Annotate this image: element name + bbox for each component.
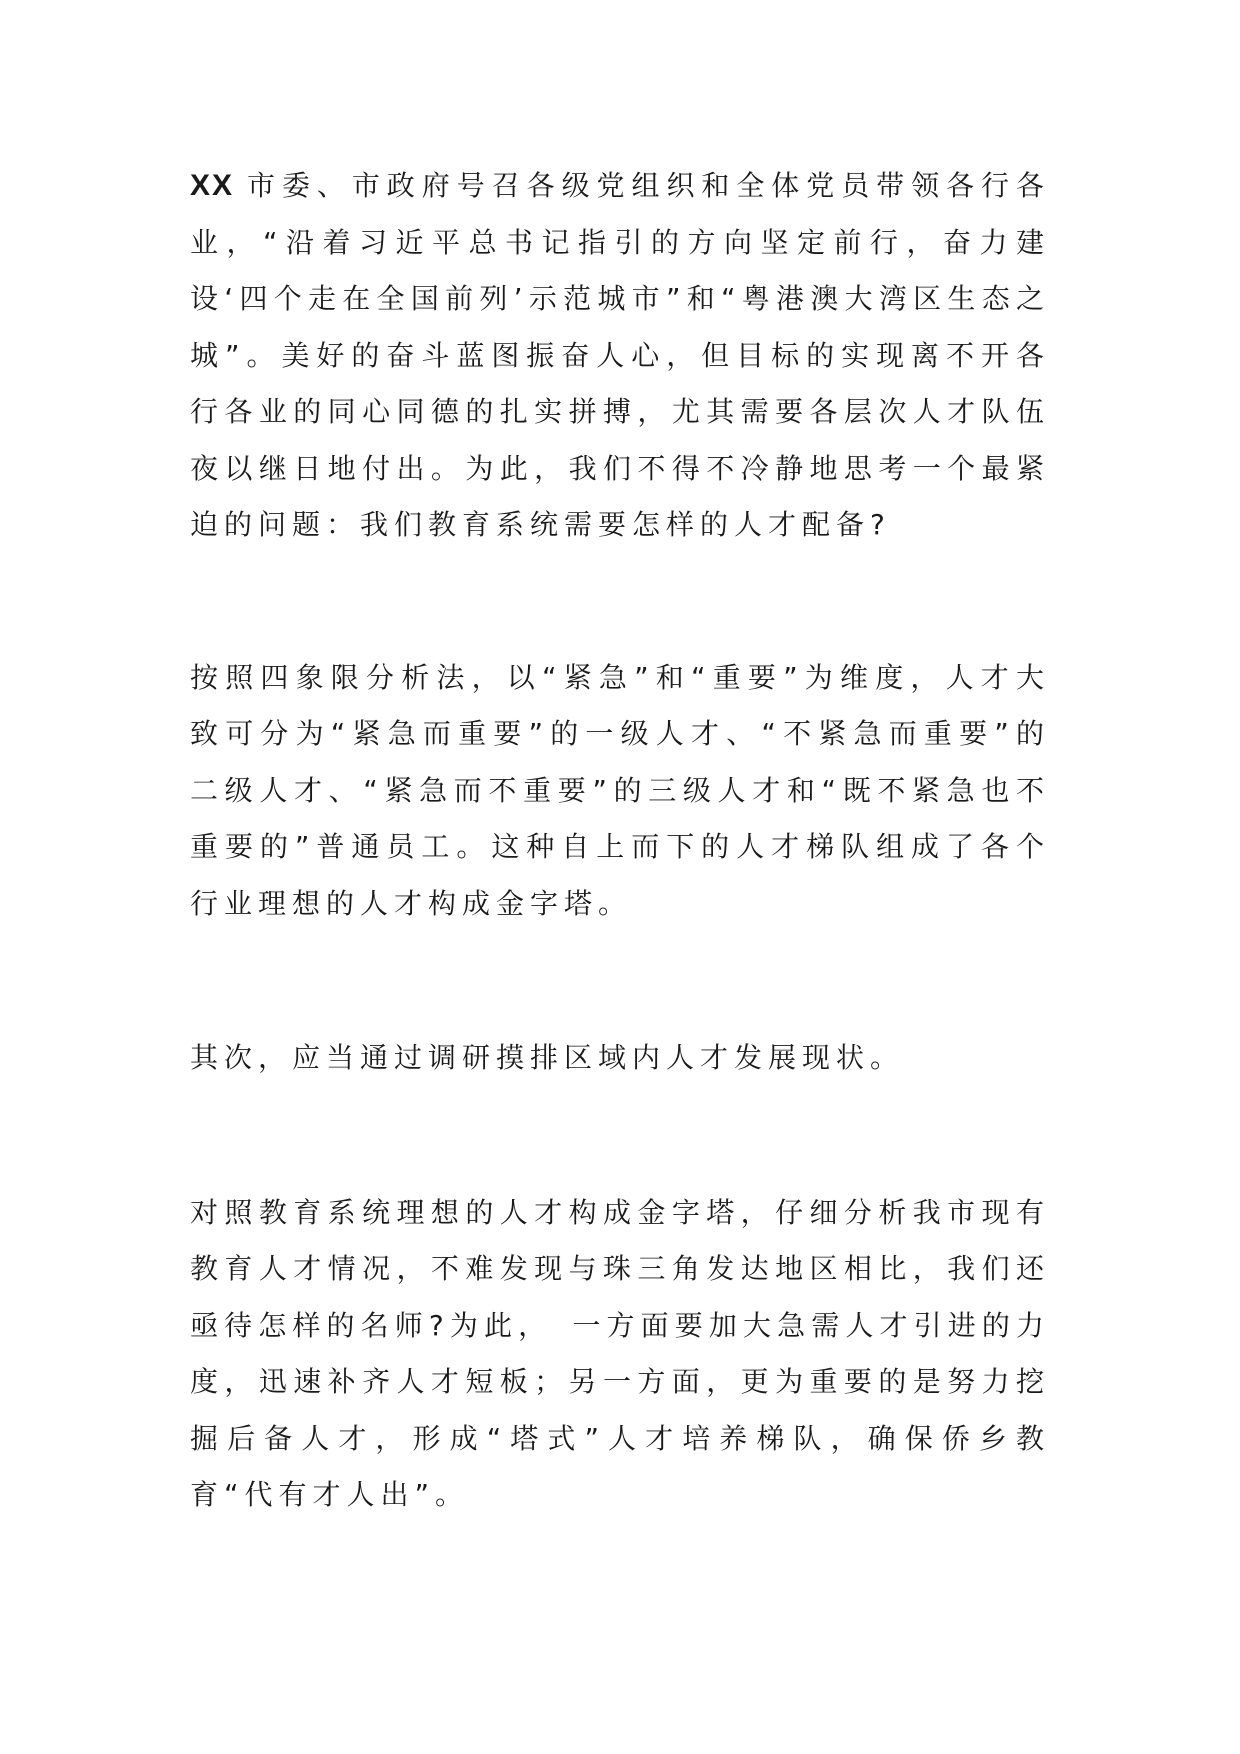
document-body xyxy=(190,158,1050,1524)
paragraph-1 xyxy=(190,158,1050,554)
paragraph-1-lead: XX xyxy=(190,169,235,202)
paragraph-1-text: 市委、市政府号召各级党组织和全体党员带领各行各业，“沿着习近平总书记指引的方向坚定前行，奋力建设‘四个走在全国前列’示范城市”和“粤港澳大湾区生态之城”。美好的奋斗蓝图振奋人心，但目标的实现离不开各行各业的同心同德的扎实拼搏，尤其需要各层次人才队伍夜以继日地付出。为此，我们不得不冷静地思考一个最紧迫的问题：我们教育系统需要怎样的人才配备? xyxy=(190,169,1050,541)
paragraph-3: 其次，应当通过调研摸排区域内人才发展现状。 xyxy=(190,1041,905,1074)
paragraph-4: 对照教育系统理想的人才构成金字塔，仔细分析我市现有教育人才情况，不难发现与珠三角发达地区相比，我们还亟待怎样的名师?为此， 一方面要加大急需人才引进的力度，迅速补齐人才短板；另一方面，更为重要的是努力挖掘后备人才，形成“塔式”人才培养梯队，确保侨乡教育“代有才人出”。 xyxy=(190,1195,1050,1511)
paragraph-2: 按照四象限分析法，以“紧急”和“重要”为维度，人才大致可分为“紧急而重要”的一级人才、“不紧急而重要”的二级人才、“紧急而不重要”的三级人才和“既不紧急也不重要的”普通员工。这种自上而下的人才梯队组成了各个行业理想的人才构成金字塔。 xyxy=(190,660,1050,920)
